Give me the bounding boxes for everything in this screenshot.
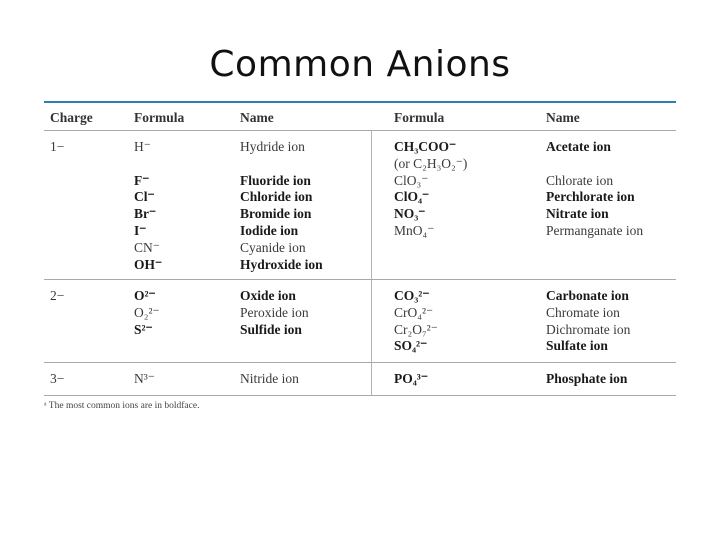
anion-name: Acetate ion [546,139,611,154]
anion-formula: MnO₄⁻ [394,222,435,238]
anion-formula: H⁻ [134,139,151,154]
anion-formula: S²⁻ [134,321,153,337]
header-formula-right: Formula [394,110,445,125]
right-name-column [546,139,643,240]
table-header-row [44,103,676,131]
footnote: ᵃ The most common ions are in boldface. [44,401,200,411]
left-name-column [240,371,299,388]
right-name-column [546,371,627,388]
anion-name: Fluoride ion [240,172,311,188]
anion-formula: Br⁻ [134,206,157,222]
anion-name: Nitride ion [240,371,299,386]
anion-name: Iodide ion [240,222,299,238]
anion-formula: N³⁻ [134,371,155,386]
anion-formula: F⁻ [134,172,150,188]
anion-name: Cyanide ion [240,239,306,255]
anion-name: Oxide ion [240,288,296,303]
anion-name: Perchlorate ion [546,189,635,205]
right-formula-column [394,371,428,388]
anion-formula: O₂²⁻ [134,304,160,320]
group-1minus [44,131,676,280]
anion-formula: CN⁻ [134,239,160,255]
anion-formula: (or C₂H₃O₂⁻) [394,155,468,171]
anion-name: Chloride ion [240,189,313,205]
anion-formula: O²⁻ [134,288,156,303]
anion-formula: I⁻ [134,222,147,238]
anion-name: Chlorate ion [546,172,614,188]
column-divider [371,363,372,395]
left-formula-column [134,139,162,273]
right-name-column [546,288,630,355]
anion-formula: Cl⁻ [134,189,155,205]
left-name-column [240,139,323,273]
anion-formula: PO₄³⁻ [394,371,428,386]
header-name-right: Name [546,110,580,125]
right-formula-column [394,139,467,240]
anion-formula: CrO₄²⁻ [394,304,434,320]
anion-name: Nitrate ion [546,206,609,222]
anion-name: Chromate ion [546,304,620,320]
anion-name: Permanganate ion [546,222,644,238]
right-formula-column [394,288,438,355]
anion-name: Sulfide ion [240,321,302,337]
header-formula-left: Formula [134,110,185,125]
left-formula-column [134,288,160,338]
anion-formula: SO₄²⁻ [394,338,428,354]
column-divider [371,280,372,362]
anion-name: Hydroxide ion [240,256,323,272]
group-3minus [44,363,676,396]
column-divider [371,131,372,279]
anion-name: Bromide ion [240,206,312,222]
anion-formula: CO₃²⁻ [394,288,430,303]
charge-label: 3− [50,371,65,386]
anion-name [240,156,323,173]
anion-formula: CH₃COO⁻ [394,139,457,154]
anion-name: Peroxide ion [240,304,309,320]
anion-formula: ClO₃⁻ [394,172,429,188]
anion-formula: ClO₄⁻ [394,189,430,205]
charge-label: 1− [50,139,65,154]
anion-formula: Cr₂O₇²⁻ [394,321,438,337]
header-name-left: Name [240,110,274,125]
anion-name [546,156,643,173]
anion-name: Phosphate ion [546,371,628,386]
anion-name: Carbonate ion [546,288,629,303]
left-formula-column [134,371,155,388]
header-charge: Charge [50,110,93,125]
anion-name: Hydride ion [240,139,305,154]
anion-name: Dichromate ion [546,321,631,337]
anion-formula: OH⁻ [134,256,163,272]
anion-name: Sulfate ion [546,338,608,354]
left-name-column [240,288,309,338]
group-2minus [44,280,676,363]
anion-formula: NO₃⁻ [394,206,426,222]
anion-formula [134,156,162,173]
slide-title: Common Anions [209,44,511,85]
anions-table [44,101,676,396]
charge-label: 2− [50,288,65,303]
